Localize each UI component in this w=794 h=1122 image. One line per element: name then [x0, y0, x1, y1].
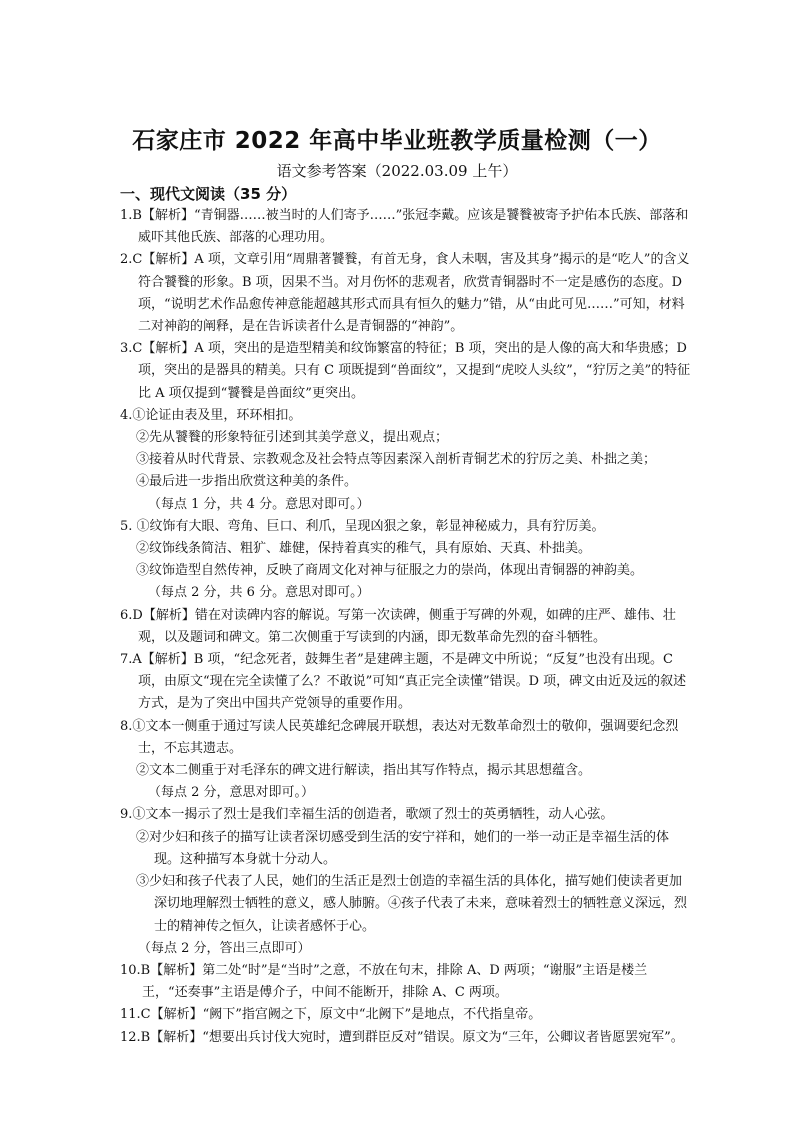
- answer-4-scoring-note: （每点 1 分，共 4 分。意思对即可。）: [148, 496, 370, 512]
- answer-9-scoring-note: （每点 2 分，答出三点即可）: [138, 940, 311, 956]
- section-heading: 一、现代文阅读（35 分）: [120, 185, 297, 203]
- answer-list: [120, 205, 692, 1049]
- document-title: 石家庄市 2022 年高中毕业班教学质量检测（一）: [132, 128, 662, 154]
- answer-5-scoring-note: （每点 2 分，共 6 分。意思对即可。）: [148, 585, 370, 601]
- answer-8-line-2: ②文本二侧重于对毛泽东的碑文进行解读，指出其写作特点，揭示其思想蕴含。: [136, 763, 592, 779]
- answer-7: 7.A【解析】B 项，“纪念死者，鼓舞生者”是建碑主题，不是碑文中所说；“反复”也没有出现。C 项，由原文“现在完全读懂了么？不敢说”可知“真正完全读懂”错误。D 项，碑文由近及远的叙述方式，是为了突出中国共产党领导的重要作用。: [120, 652, 687, 712]
- answer-5-line-3: ③纹饰造型自然传神，反映了商周文化对神与征服之力的崇尚，体现出青铜器的神韵美。: [136, 563, 644, 579]
- answer-2: 2.C【解析】A 项，文章引用“周鼎著饕餮，有首无身，食人未咽，害及其身”揭示的是“吃人”的含义符合饕餮的形象。B 项，因果不当。对月伤怀的悲观者，欣赏青铜器时不一定是感伤的态度。D 项，“说明艺术作品愈传神意能超越其形式而具有恒久的魅力”错，从“由此可见……”可知，材料二对神韵的阐释，是在告诉读者什么是青铜器的“神韵”。: [120, 252, 690, 335]
- answer-4-line-2: ②先从饕餮的形象特征引述到其美学意义，提出观点；: [136, 430, 449, 446]
- answer-8-scoring-note: （每点 2 分，意思对即可。）: [148, 785, 315, 801]
- answer-12: 12.B【解析】“想要出兵讨伐大宛时，遭到群臣反对”错误。原文为“三年，公卿议者皆愿罢宛军”。: [120, 1029, 684, 1045]
- answer-9-line-3: ③少妇和孩子代表了人民，她们的生活正是烈士创造的幸福生活的具体化，描写她们使读者更加深切地理解烈士牺牲的意义，感人肺腑。④孩子代表了未来，意味着烈士的牺牲意义深远，烈士的精神传之恒久，让读者感怀于心。: [136, 874, 688, 934]
- answer-5-line-2: ②纹饰线条简洁、粗犷、雄健，保持着真实的稚气，具有原始、天真、朴拙美。: [136, 541, 592, 557]
- answer-6: 6.D【解析】错在对读碑内容的解说。写第一次读碑，侧重于写碑的外观，如碑的庄严、雄伟、壮观，以及题词和碑文。第二次侧重于写读到的内涵，即无数革命先烈的奋斗牺牲。: [120, 607, 676, 645]
- answer-10: 10.B【解析】第二处“时”是“当时”之意，不放在句末，排除 A、D 两项；“谢服”主语是楼兰王，“还奏事”主语是傅介子，中间不能断开，排除 A、C 两项。: [120, 962, 648, 1001]
- answer-1: 1.B【解析】“青铜器……被当时的人们寄予……”张冠李戴。应该是饕餮被寄予护佑本氏族、部落和威吓其他氏族、部落的心理功用。: [120, 208, 689, 246]
- answer-9-line-1: 9.①文本一揭示了烈士是我们幸福生活的创造者，歌颂了烈士的英勇牺牲，动人心弦。: [120, 807, 614, 823]
- answer-4-line-4: ④最后进一步指出欣赏这种美的条件。: [136, 474, 358, 490]
- document-subtitle: 语文参考答案（2022.03.09 上午）: [276, 162, 518, 180]
- answer-4-line-3: ③接着从时代背景、宗教观念及社会特点等因素深入剖析青铜艺术的狞厉之美、朴拙之美；: [136, 452, 657, 468]
- answer-9-line-2: ②对少妇和孩子的描写让读者深切感受到生活的安宁祥和，她们的一举一动正是幸福生活的体现。这种描写本身就十分动人。: [136, 829, 670, 867]
- answer-3: 3.C【解析】A 项，突出的是造型精美和纹饰繁富的特征；B 项，突出的是人像的高大和华贵感；D 项，突出的是器具的精美。只有 C 项既提到“兽面纹”，又提到“虎咬人头纹”，“狞厉之美”的特征比 A 项仅提到“饕餮是兽面纹”更突出。: [120, 341, 691, 401]
- answer-4-line-1: 4.①论证由表及里，环环相扣。: [120, 407, 302, 423]
- answer-11: 11.C【解析】“阙下”指宫阙之下，原文中“北阙下”是地点，不代指皇帝。: [120, 1007, 542, 1023]
- answer-8-line-1: 8.①文本一侧重于通过写读人民英雄纪念碑展开联想，表达对无数革命烈士的敬仰，强调要纪念烈士，不忘其遗志。: [120, 718, 679, 756]
- answer-5-line-1: 5. ①纹饰有大眼、弯角、巨口、利爪，呈现凶狠之象，彰显神秘威力，具有狞厉美。: [120, 518, 605, 534]
